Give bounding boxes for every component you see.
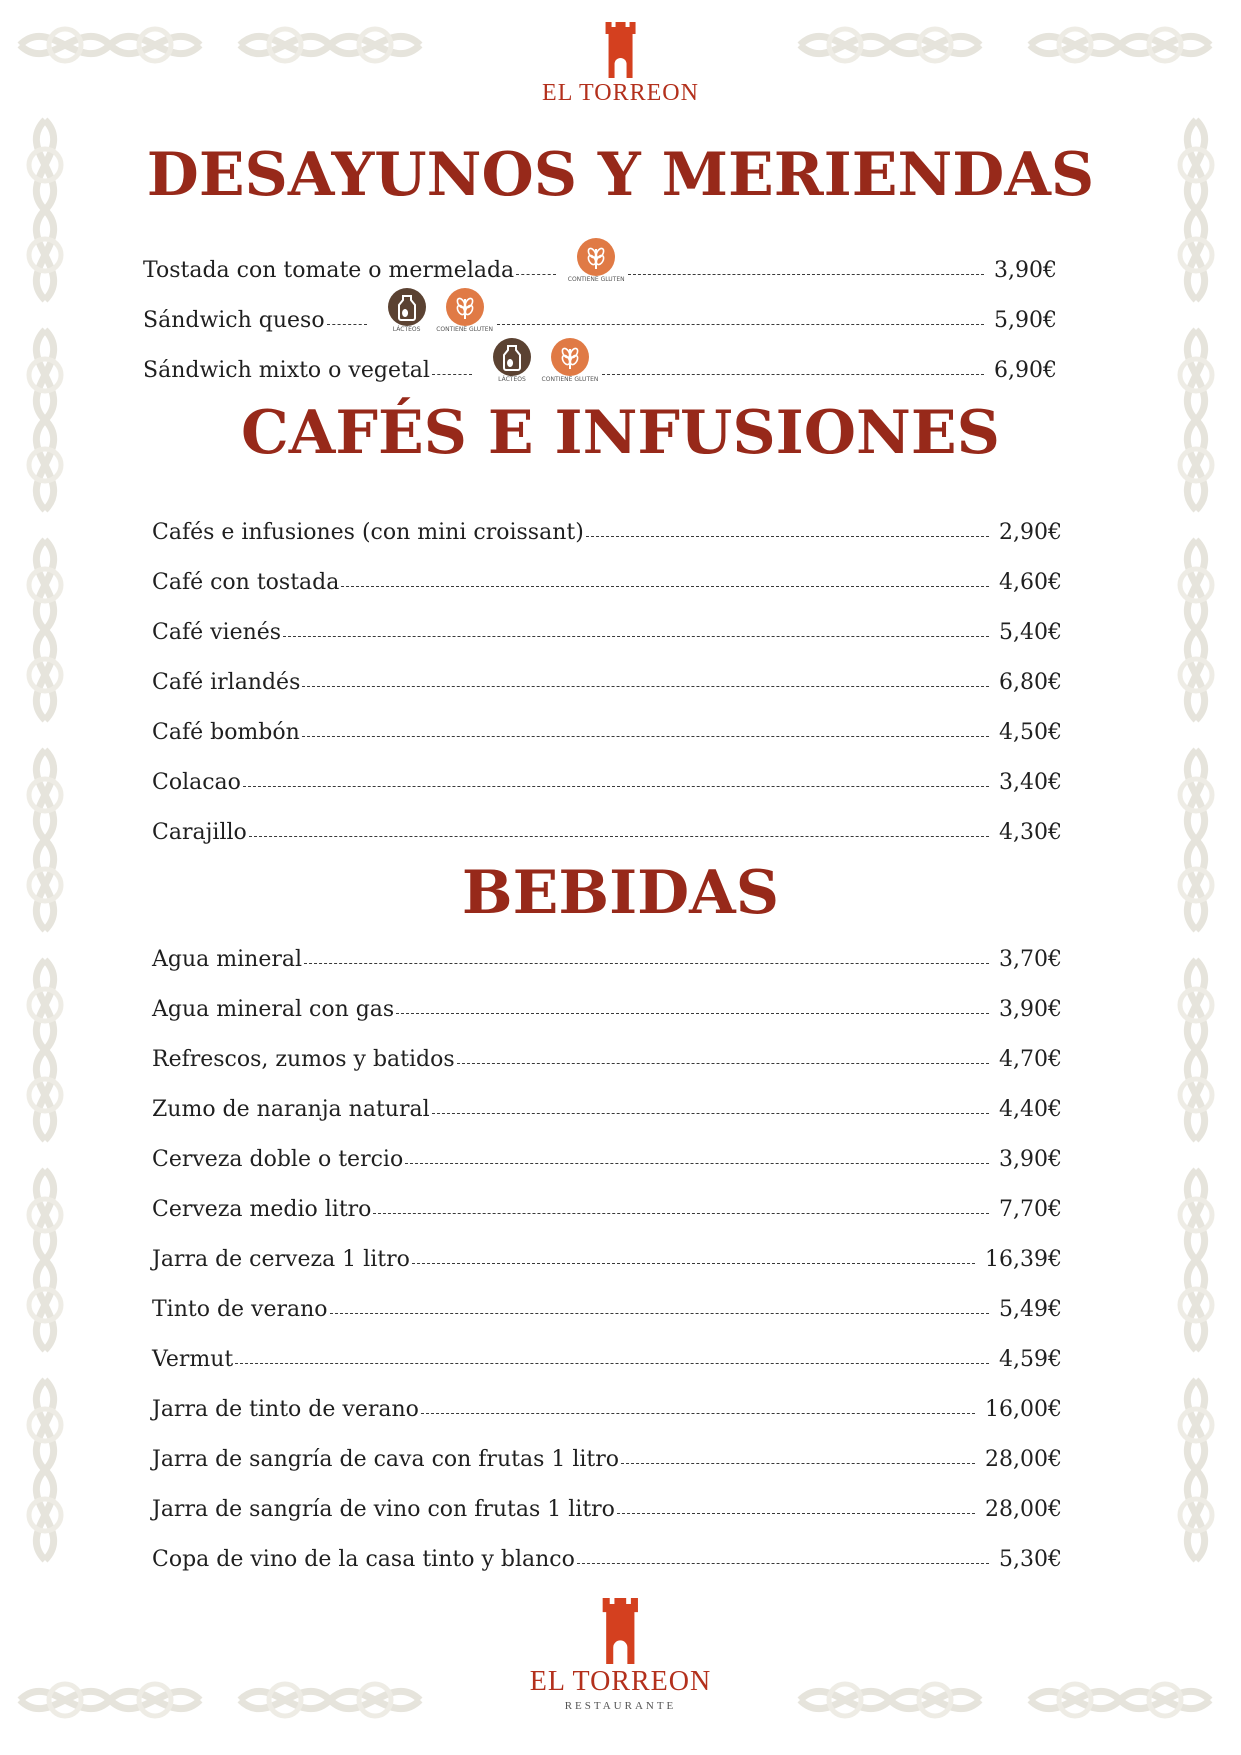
dairy-icon bbox=[381, 288, 433, 333]
gluten-icon bbox=[436, 288, 494, 333]
menu-item bbox=[152, 1272, 1062, 1322]
allergen-badges bbox=[567, 238, 625, 283]
section-title-cafes: CAFÉS E INFUSIONES bbox=[241, 398, 1000, 468]
gluten-icon-label: CONTIENE GLUTEN bbox=[436, 326, 494, 333]
gluten-icon-label: CONTIENE GLUTEN bbox=[567, 276, 625, 283]
item-name: Refrescos, zumos y batidos bbox=[152, 1047, 455, 1072]
dot-leader bbox=[432, 1112, 989, 1114]
dot-leader bbox=[327, 323, 367, 325]
item-price: 3,70€ bbox=[999, 947, 1062, 972]
item-price: 5,30€ bbox=[999, 1547, 1062, 1572]
item-price: 2,90€ bbox=[999, 520, 1062, 545]
item-name: Copa de vino de la casa tinto y blanco bbox=[152, 1547, 575, 1572]
gluten-icon-symbol bbox=[446, 288, 484, 326]
gluten-icon-symbol bbox=[551, 338, 589, 376]
menu-list-desayunos bbox=[143, 233, 1057, 383]
gluten-icon-symbol bbox=[577, 238, 615, 276]
menu-item bbox=[152, 745, 1062, 795]
menu-item bbox=[152, 1522, 1062, 1572]
logo-top bbox=[542, 22, 699, 107]
item-price: 3,90€ bbox=[999, 1147, 1062, 1172]
dot-leader bbox=[628, 273, 984, 275]
item-name: Sándwich mixto o vegetal bbox=[143, 358, 430, 383]
brand-name-top: EL TORREON bbox=[542, 80, 699, 106]
dot-leader bbox=[330, 1312, 989, 1314]
item-name: Tostada con tomate o mermelada bbox=[143, 258, 515, 283]
item-price: 6,80€ bbox=[999, 670, 1062, 695]
item-name: Jarra de tinto de verano bbox=[152, 1397, 419, 1422]
item-name: Zumo de naranja natural bbox=[152, 1097, 430, 1122]
item-price: 5,49€ bbox=[999, 1297, 1062, 1322]
menu-item bbox=[152, 1422, 1062, 1472]
dot-leader bbox=[302, 735, 989, 737]
tower-icon bbox=[604, 22, 638, 78]
allergen-badges bbox=[381, 288, 494, 333]
brand-subtitle: RESTAURANTE bbox=[564, 1700, 677, 1712]
menu-item bbox=[152, 595, 1062, 645]
section-title-desayunos: DESAYUNOS Y MERIENDAS bbox=[146, 140, 1095, 210]
menu-item bbox=[152, 1122, 1062, 1172]
dairy-icon-symbol bbox=[493, 338, 531, 376]
item-name: Café vienés bbox=[152, 620, 282, 645]
menu-item bbox=[152, 695, 1062, 745]
menu-list-bebidas bbox=[152, 922, 1062, 1572]
dot-leader bbox=[302, 685, 989, 687]
gluten-icon bbox=[567, 238, 625, 283]
dot-leader bbox=[283, 635, 989, 637]
menu-item bbox=[143, 333, 1057, 383]
item-name: Café irlandés bbox=[152, 670, 301, 695]
item-price: 5,40€ bbox=[999, 620, 1062, 645]
item-price: 28,00€ bbox=[985, 1447, 1062, 1472]
allergen-badges bbox=[486, 338, 599, 383]
dot-leader bbox=[621, 1462, 975, 1464]
item-name: Café con tostada bbox=[152, 570, 340, 595]
item-name: Carajillo bbox=[152, 820, 247, 845]
item-price: 6,90€ bbox=[994, 358, 1057, 383]
section-title-bebidas: BEBIDAS bbox=[461, 858, 780, 928]
menu-item bbox=[152, 1072, 1062, 1122]
menu-item bbox=[152, 795, 1062, 845]
dot-leader bbox=[412, 1262, 975, 1264]
item-name: Jarra de sangría de vino con frutas 1 litro bbox=[152, 1497, 615, 1522]
item-price: 4,40€ bbox=[999, 1097, 1062, 1122]
item-price: 16,39€ bbox=[985, 1247, 1062, 1272]
menu-item bbox=[152, 972, 1062, 1022]
menu-item bbox=[143, 233, 1057, 283]
menu-item bbox=[152, 922, 1062, 972]
menu-item bbox=[152, 1322, 1062, 1372]
item-name: Vermut bbox=[152, 1347, 234, 1372]
item-name: Agua mineral bbox=[152, 947, 303, 972]
item-price: 16,00€ bbox=[985, 1397, 1062, 1422]
menu-item bbox=[152, 1172, 1062, 1222]
item-name: Sándwich queso bbox=[143, 308, 325, 333]
item-price: 3,90€ bbox=[999, 997, 1062, 1022]
dairy-icon-label: LÁCTEOS bbox=[498, 376, 526, 383]
menu-item bbox=[152, 1372, 1062, 1422]
item-price: 3,40€ bbox=[999, 770, 1062, 795]
item-name: Cafés e infusiones (con mini croissant) bbox=[152, 520, 584, 545]
item-price: 4,59€ bbox=[999, 1347, 1062, 1372]
dot-leader bbox=[617, 1512, 975, 1514]
item-name: Cerveza medio litro bbox=[152, 1197, 372, 1222]
tower-icon bbox=[600, 1598, 640, 1664]
brand-name-bottom: EL TORREON bbox=[529, 1666, 712, 1697]
dairy-icon-symbol bbox=[388, 288, 426, 326]
menu-item bbox=[143, 283, 1057, 333]
dot-leader bbox=[396, 1012, 989, 1014]
menu-item bbox=[152, 645, 1062, 695]
dot-leader bbox=[586, 535, 989, 537]
item-name: Colacao bbox=[152, 770, 241, 795]
menu-item bbox=[152, 545, 1062, 595]
item-name: Jarra de cerveza 1 litro bbox=[152, 1247, 410, 1272]
item-name: Cerveza doble o tercio bbox=[152, 1147, 404, 1172]
dot-leader bbox=[373, 1212, 989, 1214]
menu-item bbox=[152, 495, 1062, 545]
logo-bottom bbox=[530, 1598, 711, 1712]
dot-leader bbox=[405, 1162, 989, 1164]
dairy-icon bbox=[486, 338, 538, 383]
item-price: 4,60€ bbox=[999, 570, 1062, 595]
dairy-icon-label: LÁCTEOS bbox=[392, 326, 421, 333]
menu-list-cafes bbox=[152, 495, 1062, 845]
item-price: 4,50€ bbox=[999, 720, 1062, 745]
dot-leader bbox=[235, 1362, 989, 1364]
gluten-icon bbox=[541, 338, 599, 383]
dot-leader bbox=[304, 962, 989, 964]
item-price: 5,90€ bbox=[994, 308, 1057, 333]
item-price: 7,70€ bbox=[999, 1197, 1062, 1222]
dot-leader bbox=[243, 785, 989, 787]
dot-leader bbox=[249, 835, 989, 837]
dot-leader bbox=[497, 323, 984, 325]
menu-item bbox=[152, 1472, 1062, 1522]
dot-leader bbox=[432, 373, 472, 375]
menu-item bbox=[152, 1022, 1062, 1072]
dot-leader bbox=[341, 585, 989, 587]
dot-leader bbox=[577, 1562, 989, 1564]
gluten-icon-label: CONTIENE GLUTEN bbox=[541, 376, 599, 383]
dot-leader bbox=[516, 273, 556, 275]
dot-leader bbox=[602, 373, 984, 375]
item-price: 4,30€ bbox=[999, 820, 1062, 845]
item-name: Café bombón bbox=[152, 720, 300, 745]
item-price: 4,70€ bbox=[999, 1047, 1062, 1072]
menu-item bbox=[152, 1222, 1062, 1272]
dot-leader bbox=[421, 1412, 975, 1414]
item-price: 28,00€ bbox=[985, 1497, 1062, 1522]
item-name: Tinto de verano bbox=[152, 1297, 328, 1322]
item-price: 3,90€ bbox=[994, 258, 1057, 283]
dot-leader bbox=[457, 1062, 989, 1064]
item-name: Jarra de sangría de cava con frutas 1 litro bbox=[152, 1447, 620, 1472]
item-name: Agua mineral con gas bbox=[152, 997, 395, 1022]
